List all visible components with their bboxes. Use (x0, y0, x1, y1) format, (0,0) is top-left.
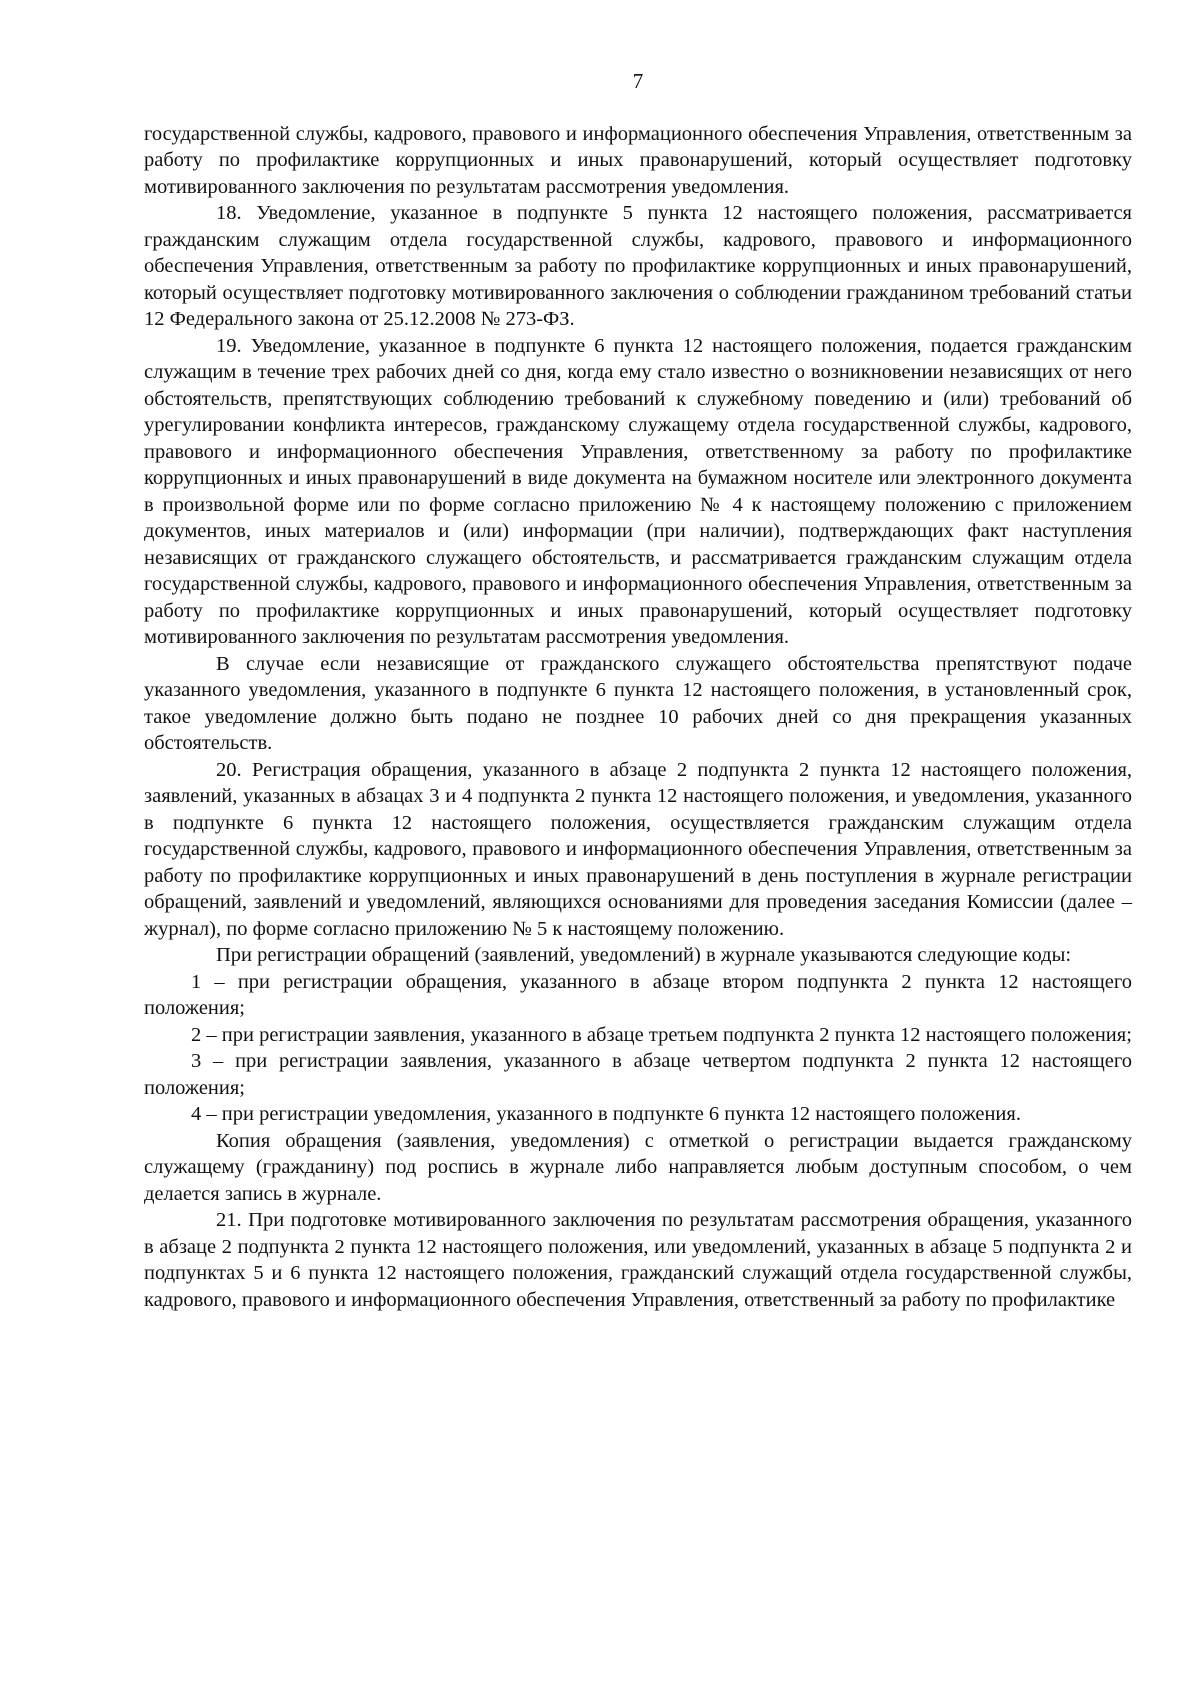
paragraph-code-4: 4 – при регистрации уведомления, указанного в подпункте 6 пункта 12 настоящего положения. (191, 1103, 1021, 1125)
paragraph-code-3: 3 – при регистрации заявления, указанного в абзаце четвертом подпункта 2 пункта 12 настоящего положения; (144, 1050, 1132, 1099)
paragraph-item-19-note: В случае если независящие от гражданского служащего обстоятельства препятствуют подаче указанного уведомления, указанного в подпункте 6 пункта 12 настоящего положения, в установленный срок, такое уведомление должно быть подано не позднее 10 рабочих дней со дня прекращения указанных обстоятельств. (144, 652, 1132, 754)
paragraph-item-21: 21. При подготовке мотивированного заключения по результатам рассмотрения обращения, указанного в абзаце 2 подпункта 2 пункта 12 настоящего положения, или уведомлений, указанных в абзаце 5 подпункта 2 и подпунктах 5 и 6 пункта 12 настоящего положения, гражданский служащий отдела государственной службы, кадрового, правового и информационного обеспечения Управления, ответственный за работу по профилактике (144, 1209, 1132, 1311)
paragraph-item-20: 20. Регистрация обращения, указанного в абзаце 2 подпункта 2 пункта 12 настоящего положения, заявлений, указанных в абзацах 3 и 4 подпункта 2 пункта 12 настоящего положения, и уведомления, указанного в подпункте 6 пункта 12 настоящего положения, осуществляется гражданским служащим отдела государственной службы, кадрового, правового и информационного обеспечения Управления, ответственным за работу по профилактике коррупционных и иных правонарушений в день поступления в журнале регистрации обращений, заявлений и уведомлений, являющихся основаниями для проведения заседания Комиссии (далее – журнал), по форме согласно приложению № 5 к настоящему положению. (144, 758, 1132, 940)
paragraph-item-19: 19. Уведомление, указанное в подпункте 6 пункта 12 настоящего положения, подается гражданским служащим в течение трех рабочих дней со дня, когда ему стало известно о возникновении независящих от него обстоятельств, препятствующих соблюдению требований к служебному поведению и (или) требований об урегулировании конфликта интересов, гражданскому служащему отдела государственной службы, кадрового, правового и информационного обеспечения Управления, ответственному за работу по профилактике коррупционных и иных правонарушений в виде документа на бумажном носителе или электронного документа в произвольной форме или по форме согласно приложению № 4 к настоящему положению с приложением документов, иных материалов и (или) информации (при наличии), подтверждающих факт наступления независящих от гражданского служащего обстоятельств, и рассматривается гражданским служащим отдела государственной службы, кадрового, правового и информационного обеспечения Управления, ответственным за работу по профилактике коррупционных и иных правонарушений, который осуществляет подготовку мотивированного заключения по результатам рассмотрения уведомления. (144, 334, 1132, 648)
paragraph-code-2: 2 – при регистрации заявления, указанного в абзаце третьем подпункта 2 пункта 12 настоящего положения; (191, 1023, 1132, 1046)
paragraph-item-18: 18. Уведомление, указанное в подпункте 5 пункта 12 настоящего положения, рассматривается гражданским служащим отдела государственной службы, кадрового, правового и информационного обеспечения Управления, ответственным за работу по профилактике коррупционных и иных правонарушений, который осуществляет подготовку мотивированного заключения о соблюдении гражданином требований статьи 12 Федерального закона от 25.12.2008 № 273-ФЗ. (144, 202, 1132, 330)
paragraph-code-1: 1 – при регистрации обращения, указанного в абзаце втором подпункта 2 пункта 12 настоящего положения; (144, 970, 1132, 1019)
page-number: 7 (632, 69, 644, 93)
paragraph-continuation: государственной службы, кадрового, правового и информационного обеспечения Управления, ответственным за работу по профилактике коррупционных и иных правонарушений, который осуществляет подготовку мотивированного заключения по результатам рассмотрения уведомления. (144, 122, 1132, 198)
paragraph-codes-intro: При регистрации обращений (заявлений, уведомлений) в журнале указываются следующие коды: (216, 944, 1072, 966)
paragraph-copy-receipt: Копия обращения (заявления, уведомления) с отметкой о регистрации выдается гражданскому служащему (гражданину) под роспись в журнале либо направляется любым доступным способом, о чем делается запись в журнале. (144, 1129, 1132, 1205)
document-page (144, 68, 1132, 1313)
